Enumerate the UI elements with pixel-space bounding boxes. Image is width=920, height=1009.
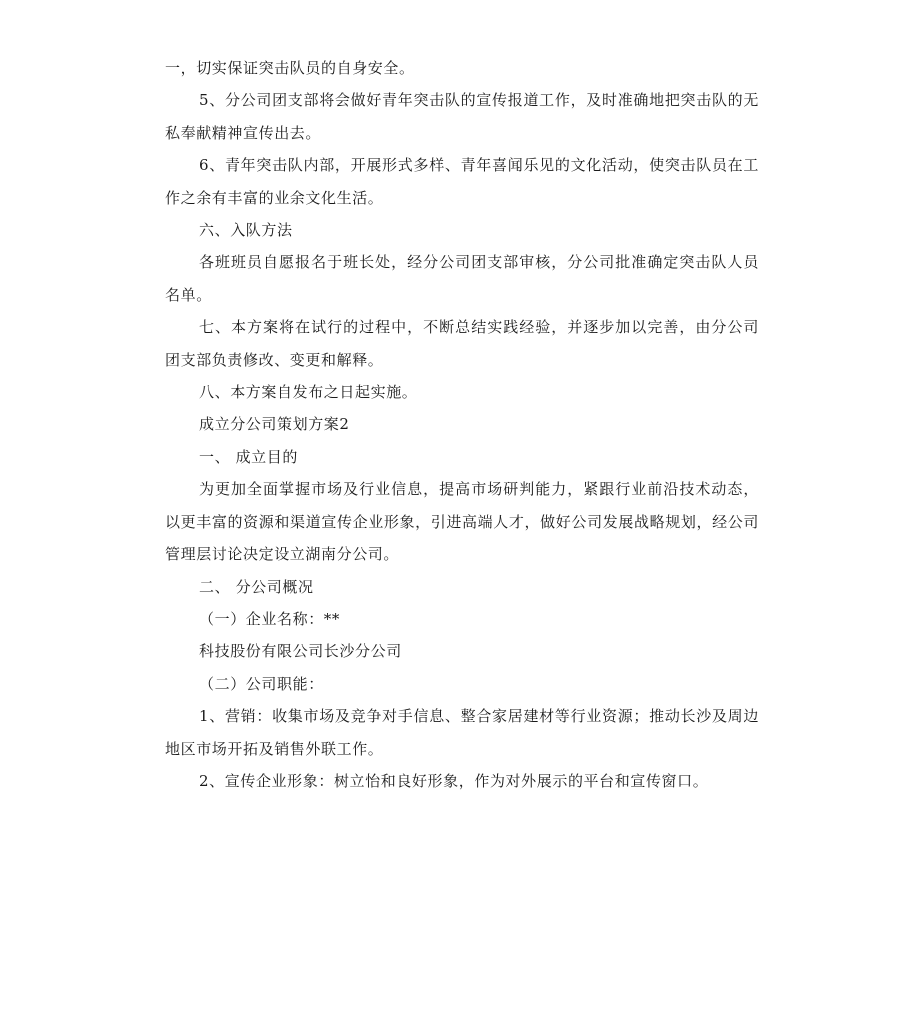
paragraph-item-6: 6、青年突击队内部，开展形式多样、青年喜闻乐见的文化活动，使突击队员在工作之余有丰富的业余文化生活。 <box>165 156 759 207</box>
paragraph-item-5: 5、分公司团支部将会做好青年突击队的宣传报道工作，及时准确地把突击队的无私奉献精神宣传出去。 <box>165 91 759 142</box>
paragraph-function-marketing: 1、营销：收集市场及竞争对手信息、整合家居建材等行业资源；推动长沙及周边地区市场开拓及销售外联工作。 <box>165 707 759 758</box>
paragraph-functions-label: （二）公司职能： <box>199 674 324 693</box>
paragraph-function-branding: 2、宣传企业形象：树立怡和良好形象，作为对外展示的平台和宣传窗口。 <box>199 771 709 790</box>
section-heading-eight: 八、本方案自发布之日起实施。 <box>199 383 418 402</box>
document-body <box>165 52 759 797</box>
section-heading-overview: 二、 分公司概况 <box>199 577 314 596</box>
paragraph-company-name-label: （一）企业名称：** <box>199 609 341 628</box>
paragraph-safety-continuation: 一，切实保证突击队员的自身安全。 <box>165 59 415 77</box>
paragraph-company-name: 科技股份有限公司长沙分公司 <box>199 642 402 661</box>
paragraph-purpose: 为更加全面掌握市场及行业信息，提高市场研判能力，紧跟行业前沿技术动态，以更丰富的资源和渠道宣传企业形象，引进高端人才，做好公司发展战略规划，经公司管理层讨论决定设立湖南分公司。 <box>165 480 759 564</box>
document-title-plan-2: 成立分公司策划方案2 <box>199 415 350 434</box>
paragraph-join-method: 各班班员自愿报名于班长处，经分公司团支部审核，分公司批准确定突击队人员名单。 <box>165 253 759 304</box>
section-heading-purpose: 一、 成立目的 <box>199 447 298 466</box>
section-heading-seven: 七、本方案将在试行的过程中，不断总结实践经验，并逐步加以完善，由分公司团支部负责修改、变更和解释。 <box>165 318 759 369</box>
section-heading-join-method: 六、入队方法 <box>199 221 293 240</box>
